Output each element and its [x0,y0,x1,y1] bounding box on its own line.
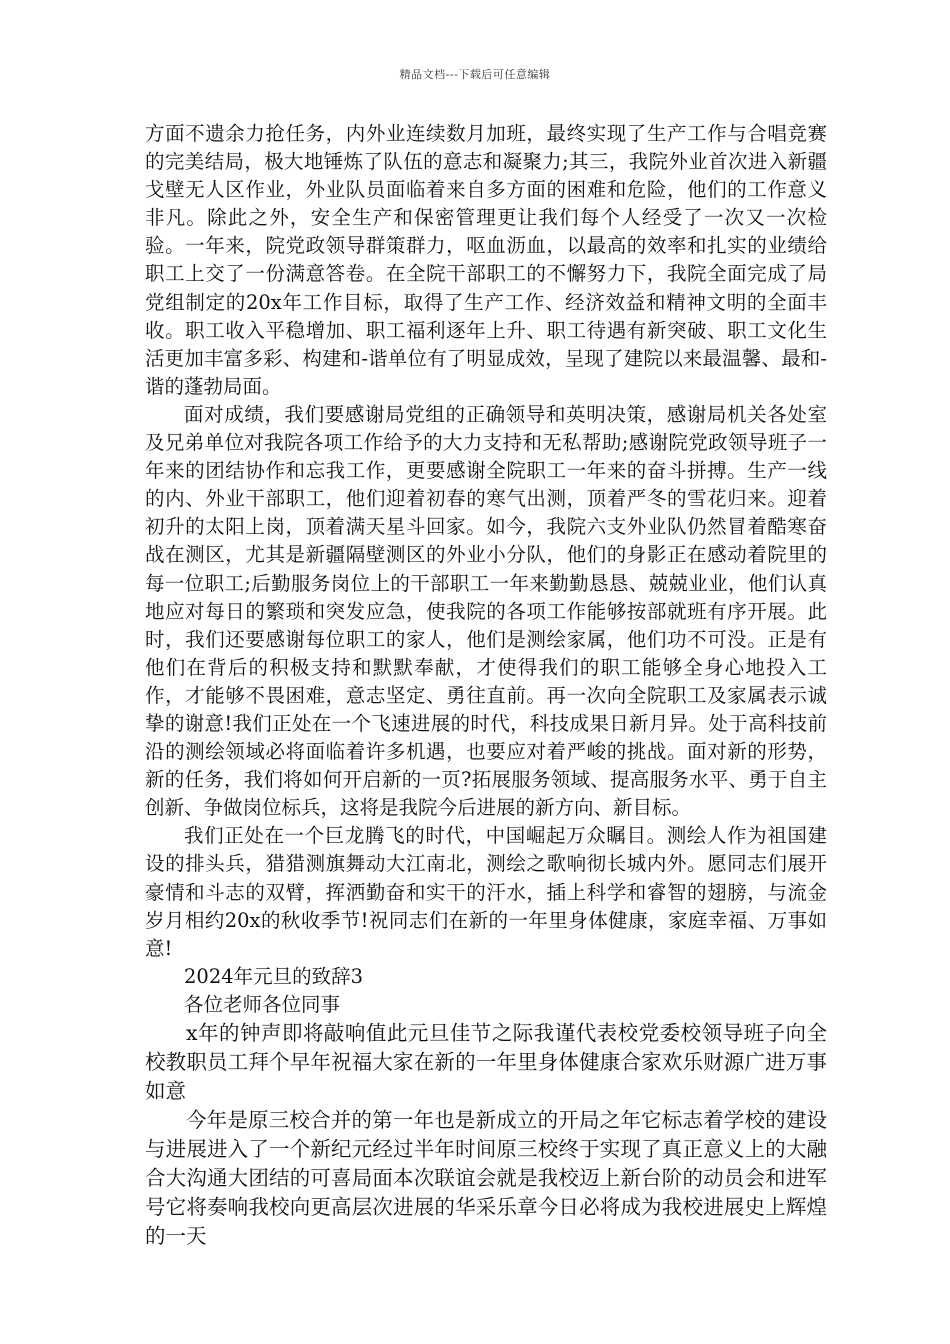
document-body [145,120,827,1251]
paragraph-3: 我们正处在一个巨龙腾飞的时代，中国崛起万众瞩目。测绘人作为祖国建设的排头兵，猎猎测旗舞动大江南北，测绘之歌响彻长城内外。愿同志们展开豪情和斗志的双臂，挥洒勤奋和实干的汗水，插上科学和睿智的翅膀，与流金岁月相约20x的秋收季节!祝同志们在新的一年里身体健康，家庭幸福、万事如意! [145,824,827,960]
paragraph-5: 今年是原三校合并的第一年也是新成立的开局之年它标志着学校的建设与进展进入了一个新纪元经过半年时间原三校终于实现了真正意义上的大融合大沟通大团结的可喜局面本次联谊会就是我校迈上新台阶的动员会和进军号它将奏响我校向更高层次进展的华采乐章今日必将成为我校进展史上辉煌的一天 [145,1108,827,1248]
paragraph-4: x年的钟声即将敲响值此元旦佳节之际我谨代表校党委校领导班子向全校教职员工拜个早年祝福大家在新的一年里身体健康合家欢乐财源广进万事如意 [145,1021,827,1103]
salutation: 各位老师各位同事 [184,992,341,1016]
paragraph-2: 面对成绩，我们要感谢局党组的正确领导和英明决策，感谢局机关各处室及兄弟单位对我院各项工作给予的大力支持和无私帮助;感谢院党政领导班子一年来的团结协作和忘我工作，更要感谢全院职工一年来的奋斗拼搏。生产一线的内、外业干部职工，他们迎着初春的寒气出测，顶着严冬的雪花归来。迎着初升的太阳上岗，顶着满天星斗回家。如今，我院六支外业队仍然冒着酷寒奋战在测区，尤其是新疆隔壁测区的外业小分队，他们的身影正在感动着院里的每一位职工;后勤服务岗位上的干部职工一年来勤勤恳恳、兢兢业业，他们认真地应对每日的繁琐和突发应急，使我院的各项工作能够按部就班有序开展。此时，我们还要感谢每位职工的家人，他们是测绘家属，他们功不可没。正是有他们在背后的积极支持和默默奉献，才使得我们的职工能够全身心地投入工作，才能够不畏困难，意志坚定、勇往直前。再一次向全院职工及家属表示诚挚的谢意!我们正处在一个飞速进展的时代，科技成果日新月异。处于高科技前沿的测绘领域必将面临着许多机遇，也要应对着严峻的挑战。面对新的形势，新的任务，我们将如何开启新的一页?拓展服务领域、提高服务水平、勇于自主创新、争做岗位标兵，这将是我院今后进展的新方向、新目标。 [145,402,827,820]
paragraph-1: 方面不遗余力抢任务，内外业连续数月加班，最终实现了生产工作与合唱竞赛的完美结局，极大地锤炼了队伍的意志和凝聚力;其三，我院外业首次进入新疆戈壁无人区作业，外业队员面临着来自多方面的困难和危险，他们的工作意义非凡。除此之外，安全生产和保密管理更让我们每个人经受了一次又一次检验。一年来，院党政领导群策群力，呕血沥血，以最高的效率和扎实的业绩给职工上交了一份满意答卷。在全院干部职工的不懈努力下，我院全面完成了局党组制定的20x年工作目标，取得了生产工作、经济效益和精神文明的全面丰收。职工收入平稳增加、职工福利逐年上升、职工待遇有新突破、职工文化生活更加丰富多彩、构建和-谐单位有了明显成效，呈现了建院以来最温馨、最和-谐的蓬勃局面。 [145,122,827,398]
page-header: 精品文档---下载后可任意编辑 [399,68,551,81]
section-title: 2024年元旦的致辞3 [184,964,364,988]
